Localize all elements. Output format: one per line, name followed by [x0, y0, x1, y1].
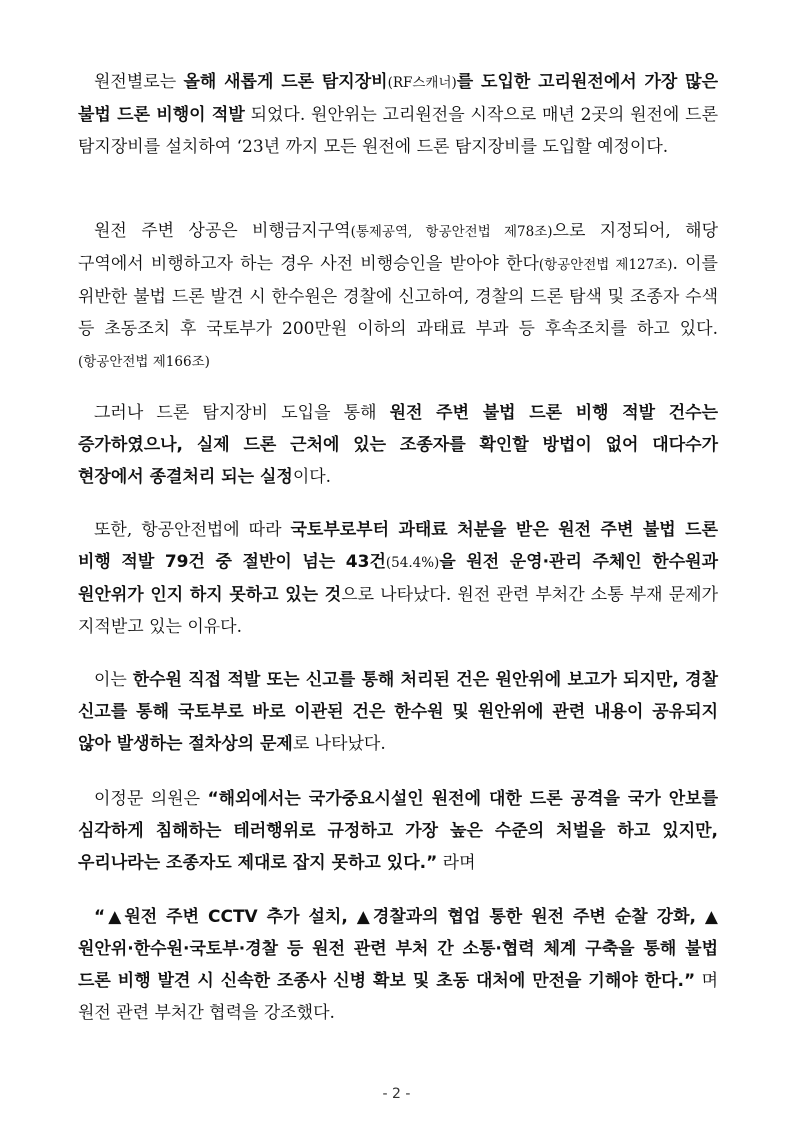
text-run: 라며 — [437, 853, 476, 873]
text-run: 되었다. 원안위는 고리원전을 시작으로 매년 2곳의 원전에 드론 탐지장비를 설치하여 ‘23년 까지 모든 원전에 드론 탐지장비를 도입할 예정이다. — [78, 105, 718, 157]
text-run: 며 원전 관련 부처간 협력을 강조했다. — [78, 971, 719, 1023]
text-run: . 이를 위반한 불법 드론 발견 시 한수원은 경찰에 신고하여, 경찰의 드론 탐색 및 조종자 수색 등 초동조치 후 국토부가 200만원 이하의 과태료 부과 등 후속조치를 하고 있다. — [78, 254, 718, 339]
bold-text-run: 올해 새롭게 드론 탐지장비 — [183, 72, 388, 92]
small-text-run: (54.4%) — [385, 555, 440, 571]
text-run: 원전별로는 — [94, 72, 184, 92]
paragraph-recommendations — [78, 901, 718, 1029]
paragraph-lawmaker-quote — [78, 783, 718, 879]
bold-text-run: 국토부로부터 과태료 처분을 받은 원전 주변 불법 드론 비행 적발 79건 중 절반이 넘는 43건 — [78, 520, 718, 572]
small-text-run: (항공안전법 제166조) — [78, 354, 210, 370]
text-run: 그러나 드론 탐지장비 도입을 통해 — [94, 403, 390, 423]
text-run: 이는 — [94, 670, 133, 690]
bold-text-run: 을 원전 운영·관리 주체인 한수원과 원안위가 인지 하지 못하고 있는 것 — [78, 552, 718, 605]
page-number: - 2 - — [382, 1086, 411, 1102]
small-text-run: (통제공역, 항공안전법 제78조) — [350, 224, 553, 240]
small-text-run: (항공안전법 제127조) — [538, 257, 673, 273]
text-run: 또한, 항공안전법에 따라 — [94, 520, 291, 540]
bold-text-run: 원전 주변 불법 드론 비행 적발 건수는 증가하였으나, 실제 드론 근처에 있는 조종자를 확인할 방법이 없어 대다수가 현장에서 종결처리 되는 실정 — [78, 403, 718, 487]
paragraph-fine-cases — [78, 514, 718, 643]
text-run: 으로 나타났다. 원전 관련 부처간 소통 부재 문제가 지적받고 있는 이유다. — [78, 585, 719, 637]
bold-text-run: 를 도입한 고리원전에서 가장 많은 불법 드론 비행이 적발 — [78, 72, 719, 125]
bold-text-run: “▲원전 주변 CCTV 추가 설치, ▲경찰과의 협업 통한 원전 주변 순찰 강화, ▲원안위·한수원·국토부·경찰 등 원전 관련 부처 간 소통·협력 체계 구축을 통해 불법 드론 비행 발견 시 신속한 조종사 신병 확보 및 초동 대처에 만전을 기해야 한다.” — [78, 907, 718, 991]
text-run: 으로 지정되어, 해당 구역에서 비행하고자 하는 경우 사전 비행승인을 받아야 한다 — [78, 221, 719, 274]
paragraph-drone-detection-kori — [78, 66, 718, 163]
paragraph-no-fly-zone — [78, 215, 718, 378]
text-run: 로 나타났다. — [292, 734, 386, 754]
bold-text-run: “해외에서는 국가중요시설인 원전에 대한 드론 공격을 국가 안보를 심각하게 침해하는 테러행위로 규정하고 가장 높은 수준의 처벌을 하고 있지만, 우리나라는 조종자도 제대로 잡지 못하고 있다.” — [78, 789, 719, 873]
small-text-run: (RF스캐너) — [387, 75, 457, 91]
paragraph-procedural-problem — [78, 664, 718, 760]
text-run: 이정문 의원은 — [94, 789, 208, 809]
text-run: 이다. — [292, 467, 332, 487]
bold-text-run: 한수원 직접 적발 또는 신고를 통해 처리된 건은 원안위에 보고가 되지만, 경찰 신고를 통해 국토부로 바로 이관된 건은 한수원 및 원안위에 관련 내용이 공유되지 않아 발생하는 절차상의 문제 — [78, 670, 718, 754]
paragraph-detection-increase — [78, 397, 718, 493]
text-run: 원전 주변 상공은 비행금지구역 — [94, 221, 351, 241]
